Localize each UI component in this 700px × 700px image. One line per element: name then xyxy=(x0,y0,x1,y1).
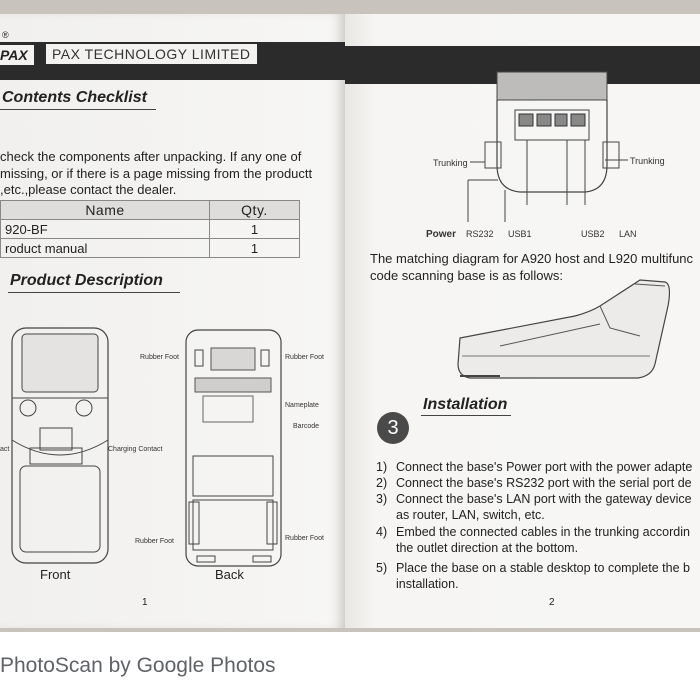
matching-text-line-2: code scanning base is as follows: xyxy=(370,268,563,283)
company-name: PAX TECHNOLOGY LIMITED xyxy=(46,44,257,64)
checklist-table xyxy=(0,200,300,258)
trunking-right-label: Trunking xyxy=(630,156,665,166)
installation-title: Installation xyxy=(423,396,508,413)
step-5-line-1: Place the base on a stable desktop to complete the b xyxy=(396,561,690,575)
pax-logo: PAX xyxy=(0,45,34,65)
power-port-label: Power xyxy=(426,229,457,240)
table-cell-qty: 1 xyxy=(210,239,300,258)
registered-mark: ® xyxy=(2,30,9,40)
description-title: Product Description xyxy=(10,272,163,289)
step-3-line-1: Connect the base's LAN port with the gateway device xyxy=(396,492,692,506)
table-header-qty: Qty. xyxy=(210,201,300,220)
usb1-port-label: USB1 xyxy=(508,229,532,239)
step-4-line-2: the outlet direction at the bottom. xyxy=(396,541,579,555)
checklist-text-line-1: check the components after unpacking. If any one of xyxy=(0,149,302,164)
charging-contact-label: Charging Contact xyxy=(108,446,163,453)
checklist-title: Contents Checklist xyxy=(2,89,147,106)
front-device-drawing xyxy=(0,320,120,570)
table-header-row xyxy=(1,201,300,220)
table-cell-qty: 1 xyxy=(210,220,300,239)
base-side-view-drawing xyxy=(440,276,685,386)
lan-port-label: LAN xyxy=(619,229,637,239)
table-cell-name: roduct manual xyxy=(1,239,210,258)
label-leader-lines xyxy=(450,150,650,230)
barcode-label: Barcode xyxy=(293,423,320,430)
step-4-number: 4) xyxy=(376,525,388,539)
page-number-right: 2 xyxy=(549,597,555,608)
front-label: Front xyxy=(40,567,71,582)
back-device-drawing xyxy=(183,328,293,578)
trunking-left-label: Trunking xyxy=(433,158,468,168)
rubber-foot-bottom-left-label: Rubber Foot xyxy=(135,538,174,545)
installation-number-badge: 3 xyxy=(377,412,409,444)
rubber-foot-top-right-label: Rubber Foot xyxy=(285,354,324,361)
table-cell-name: 920-BF xyxy=(1,220,210,239)
installation-underline xyxy=(421,415,511,416)
usb2-port-label: USB2 xyxy=(581,229,605,239)
back-label: Back xyxy=(215,567,244,582)
matching-text-line-1: The matching diagram for A920 host and L920 multifunc xyxy=(370,251,694,266)
step-2-number: 2) xyxy=(376,476,388,490)
nameplate-label: Nameplate xyxy=(285,402,319,409)
rs232-port-label: RS232 xyxy=(466,229,494,239)
table-row xyxy=(1,239,300,258)
step-1-line-1: Connect the base's Power port with the power adapte xyxy=(396,460,693,474)
step-3-number: 3) xyxy=(376,492,388,506)
photoscan-watermark: PhotoScan by Google Photos xyxy=(0,654,276,677)
rubber-foot-top-left-label: Rubber Foot xyxy=(140,354,179,361)
page-number-left: 1 xyxy=(142,597,148,608)
step-3-line-2: as router, LAN, switch, etc. xyxy=(396,508,545,522)
contact-label-left: act xyxy=(0,446,10,453)
step-5-line-2: installation. xyxy=(396,577,459,591)
step-1-number: 1) xyxy=(376,460,388,474)
step-5-number: 5) xyxy=(376,561,388,575)
table-header-name: Name xyxy=(1,201,210,220)
step-2-line-1: Connect the base's RS232 port with the serial port de xyxy=(396,476,692,490)
checklist-text-line-3: ,etc.,please contact the dealer. xyxy=(0,182,177,197)
checklist-underline xyxy=(0,109,156,110)
rubber-foot-bottom-right-label: Rubber Foot xyxy=(285,535,324,542)
step-4-line-1: Embed the connected cables in the trunking accordin xyxy=(396,525,690,539)
checklist-text-line-2: missing, or if there is a page missing from the productt xyxy=(0,166,313,181)
description-underline xyxy=(8,292,180,293)
table-row xyxy=(1,220,300,239)
